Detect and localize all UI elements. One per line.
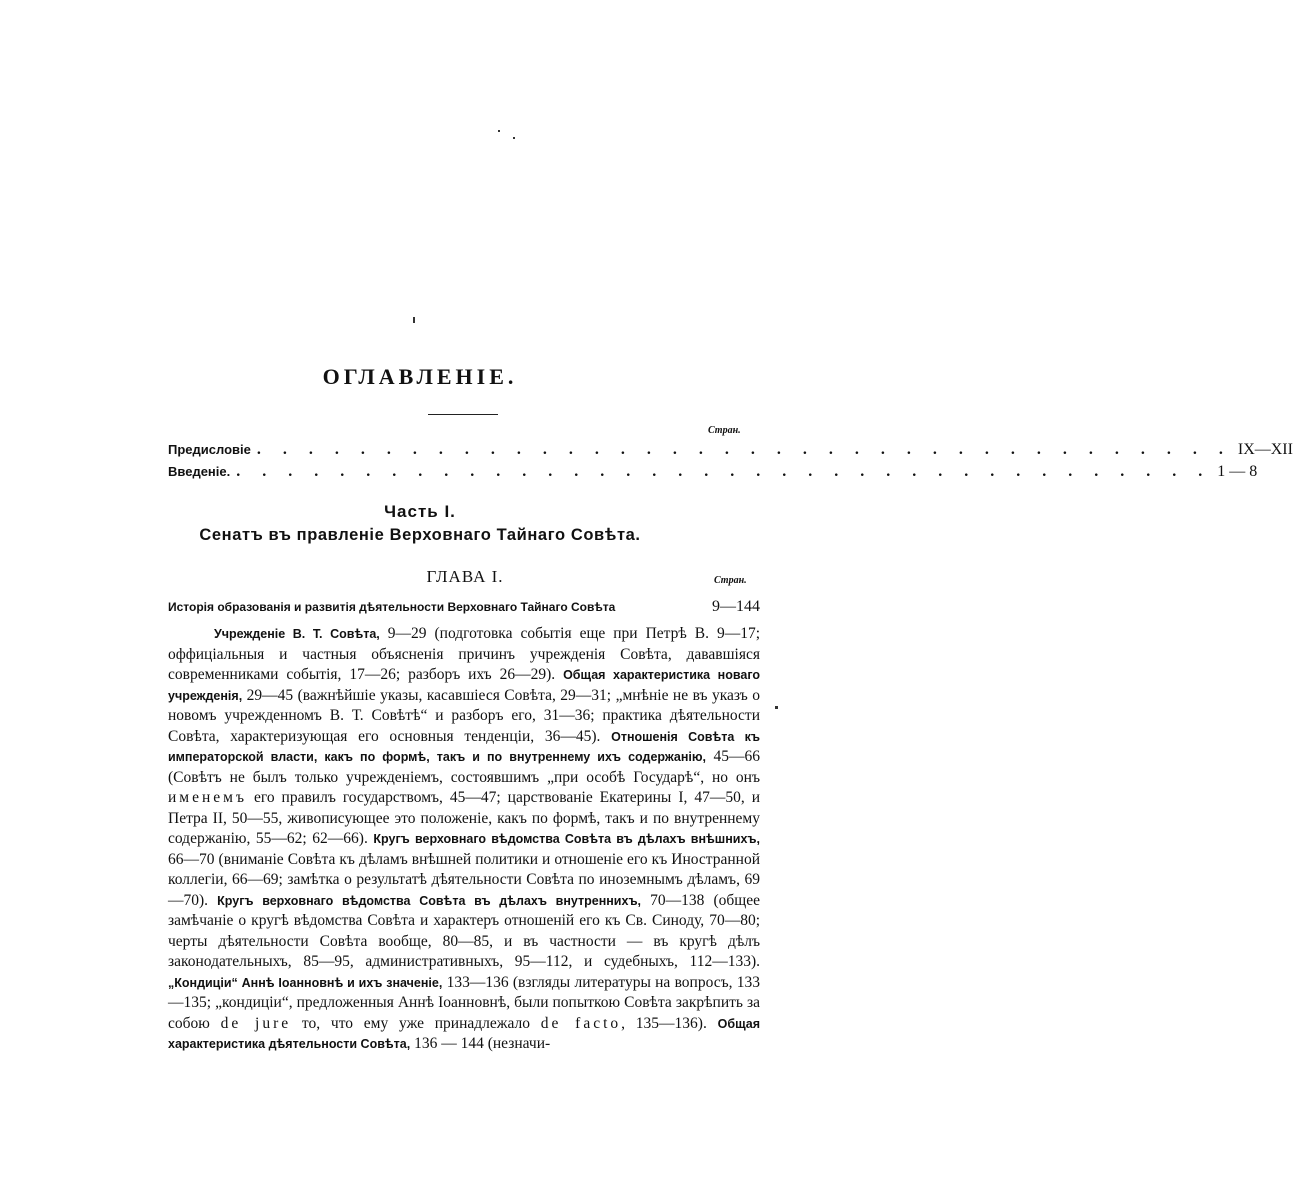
page-title: ОГЛАВЛЕНІЕ. bbox=[322, 364, 518, 389]
chapter-heading bbox=[168, 598, 760, 616]
toc-entry-page: IX—XII bbox=[1237, 441, 1293, 458]
section-title: Учрежденіе В. Т. Совѣта, bbox=[214, 627, 380, 641]
spaced-emphasis: de jure bbox=[220, 1014, 292, 1032]
chapter-label: ГЛАВА I. bbox=[426, 567, 504, 586]
part-title: Сенатъ въ правленіе Верховнаго Тайнаго Совѣта. bbox=[199, 526, 641, 544]
title-rule bbox=[428, 414, 498, 415]
section-text: 29—45 (важнѣйшіе указы, касавшіеся Совѣта, 29—31; „мнѣніе не въ указъ о новомъ учрежденномъ В. Т. Совѣтѣ“ и разборъ его, 31—36; практика дѣятельности Совѣта, характеризующая его основныя тенденціи, 36—45). bbox=[168, 686, 760, 745]
section-text: 136 — 144 (незначи- bbox=[410, 1035, 551, 1052]
section-title: Общая характеристика новаго учрежденія, bbox=[168, 668, 760, 703]
toc-leader-dots: . . . . . . . . . . . . . . . . . . . . . . . . . . . . . . . . . . . . . . bbox=[256, 441, 1232, 458]
spaced-emphasis: de facto bbox=[540, 1014, 622, 1032]
section-title: Кругъ верховнаго вѣдомства Совѣта въ дѣлахъ внутреннихъ, bbox=[217, 893, 642, 908]
chapter-pages-header: Стран. bbox=[714, 575, 747, 586]
toc-entry-label: Введеніе. bbox=[168, 464, 231, 479]
scan-speck bbox=[498, 130, 500, 132]
section-title: „Кондиціи“ Аннѣ Іоанновнѣ и ихъ значеніе, bbox=[168, 975, 443, 990]
chapter-heading-text: Исторія образованія и развитія дѣятельности Верховнаго Тайнаго Совѣта bbox=[168, 600, 616, 614]
section-text: его правилъ государствомъ, 45—47; царствованіе Екатерины I, 47—50, и Петра II, 50—55, живописующее это положеніе, какъ по формѣ, такъ и по внутреннему содержанію, 55—62; 62—66). bbox=[168, 789, 760, 847]
section-text: 133—136 (взгляды литературы на вопросъ, 133—135; „кондиціи“, предложенныя Аннѣ Іоанновнѣ, были попыткою Совѣта закрѣпить за собою bbox=[168, 973, 761, 1032]
toc-entry-label: Предисловіе bbox=[168, 442, 251, 457]
toc-entry-preface bbox=[168, 441, 1293, 461]
toc-entry-introduction bbox=[168, 463, 1258, 483]
scan-speck bbox=[413, 317, 415, 323]
toc-leader-dots: . . . . . . . . . . . . . . . . . . . . . . . . . . . . . . . . . . . . . . bbox=[236, 463, 1212, 480]
section-text: то, что ему уже принадлежало bbox=[291, 1014, 541, 1032]
section-title: Кругъ верховнаго вѣдомства Совѣта въ дѣлахъ внѣшнихъ, bbox=[373, 832, 760, 846]
scan-speck bbox=[513, 137, 515, 139]
section-text: 70—138 (общее замѣчаніе о кругѣ вѣдомства Совѣта и характеръ отношеній его къ Св. Синоду, 70—80; черты дѣятельности Совѣта вообще, 80—85, и въ частности — въ кругѣ дѣлъ законодательныхъ, 85—95, административныхъ, 95—112, и судебныхъ, 112—133). bbox=[168, 891, 760, 970]
scan-speck bbox=[775, 706, 778, 709]
toc-pages-header: Стран. bbox=[708, 425, 741, 436]
section-title: Общая характеристика дѣятельности Совѣта, bbox=[168, 1016, 761, 1051]
section-text: 66—70 (вниманіе Совѣта къ дѣламъ внѣшней политики и отношеніе его къ Иностранной коллегіи, 66—69; замѣтка о результатѣ дѣятельности Совѣта по иноземнымъ дѣламъ, 69—70). bbox=[168, 850, 760, 909]
part-number: Часть I. bbox=[384, 502, 456, 521]
chapter-heading-pages: 9—144 bbox=[712, 598, 760, 615]
chapter-summary bbox=[168, 624, 760, 1055]
section-text: 9—29 (подготовка событія еще при Петрѣ В. 9—17; оффиціальныя и частныя объясненія причинъ учрежденія Совѣта, дававшіяся современниками событія, 17—26; разборъ ихъ 26—29). bbox=[168, 625, 760, 683]
toc-entry-page: 1 — 8 bbox=[1217, 463, 1258, 480]
spaced-emphasis: именемъ bbox=[168, 789, 247, 806]
section-text: , 135—136). bbox=[621, 1014, 718, 1032]
section-text: 45—66 (Совѣтъ не былъ только учрежденіемъ, состоявшимъ „при особѣ Государѣ“, но онъ bbox=[168, 748, 761, 786]
section-title: Отношенія Совѣта къ императорской власти, какъ по формѣ, такъ и по внутреннему ихъ содержанію, bbox=[168, 729, 760, 764]
